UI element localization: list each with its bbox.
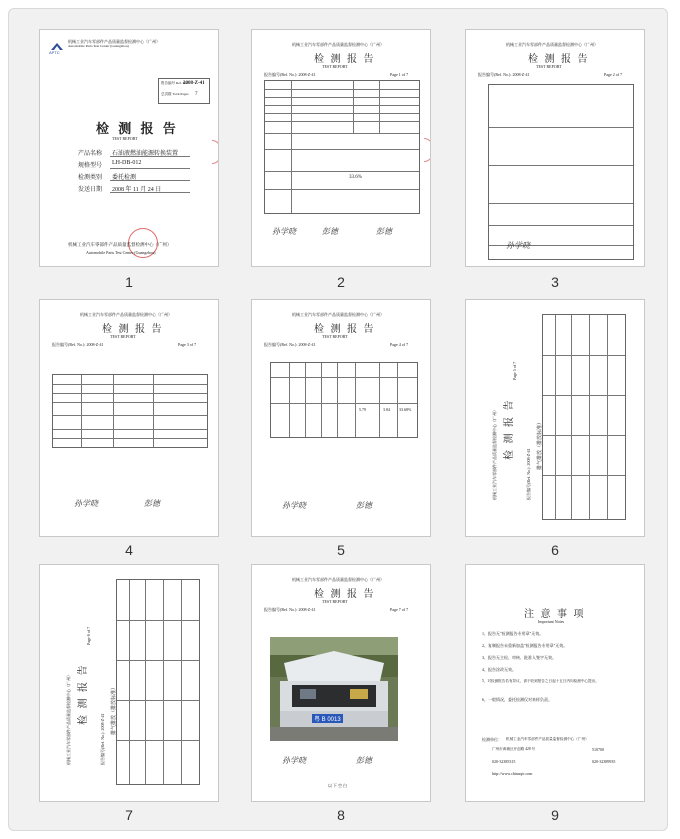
note-item: 5、对检测报告若有异议，请于收到报告之日起十五日内向检测中心提出。 <box>482 679 599 683</box>
page-thumbnail-1[interactable] <box>39 29 219 267</box>
page-number-2: 2 <box>337 274 345 290</box>
report-no-label: 报告编号 Ref. No. <box>161 81 188 85</box>
info-table <box>264 80 420 214</box>
page-indicator: Page 7 of 7 <box>390 607 409 612</box>
header-org-cn: 机械工业汽车零部件产品质量监督检测中心（广州） <box>292 577 384 582</box>
aptc-logo-icon <box>50 39 64 49</box>
field-key: 发送日期 <box>78 187 103 193</box>
signature-3: 彭德 <box>376 227 392 236</box>
report-ref: 报告编号(Ref. No.): 2008-Z-41 <box>264 342 316 347</box>
report-title: 检 测 报 告 <box>528 54 590 65</box>
logo-text: APTC <box>49 50 60 55</box>
result-table <box>270 362 418 438</box>
website-link[interactable]: http://www.chinaqtc.com <box>492 771 533 776</box>
field-value: 委托检测 <box>112 175 137 181</box>
field-key: 产品名称 <box>78 151 103 157</box>
rotated-table <box>542 314 626 520</box>
report-ref: 报告编号(Ref. No.): 2008-Z-41 <box>526 448 531 500</box>
footer-org-en: Automobile Parts Test Center (Guangzhou) <box>86 250 156 255</box>
field-value: 2008 年 11 月 24 日 <box>112 187 162 193</box>
postcode: 510700 <box>592 747 604 752</box>
result-value: 33.68% <box>399 407 412 412</box>
signature: 孙学晓 <box>282 501 306 510</box>
document-gallery <box>8 8 668 831</box>
page-number-4: 4 <box>125 542 133 558</box>
header-org-cn: 机械工业汽车零部件产品质量监督检测中心（广州） <box>292 42 384 47</box>
footer-org-cn: 机械工业汽车零部件产品质量监督检测中心（广州） <box>68 242 172 247</box>
page-thumbnail-6[interactable] <box>465 299 645 537</box>
note-item: 4、报告涂改无效。 <box>482 667 516 672</box>
page-indicator: Page 1 of 7 <box>390 72 409 77</box>
page-number-7: 7 <box>125 807 133 823</box>
page-indicator: Page 5 of 7 <box>512 361 517 380</box>
addr-label: 检测单位： <box>482 737 502 742</box>
report-ref: 报告编号(Ref. No.): 2008-Z-41 <box>264 72 316 77</box>
header-org-cn: 机械工业汽车零部件产品质量监督检测中心（广州） <box>80 312 172 317</box>
page-number-6: 6 <box>551 542 559 558</box>
report-title: 检 测 报 告 <box>78 663 89 725</box>
note-item: 6、一般情况，委托检测仅对来样负责。 <box>482 697 552 702</box>
page-thumbnail-3[interactable] <box>465 29 645 267</box>
report-subtitle: TEST REPORT <box>536 64 562 69</box>
addr-org: 机械工业汽车零部件产品质量监督检测中心（广州） <box>506 737 589 741</box>
page-indicator: Page 2 of 7 <box>604 72 623 77</box>
spec-table <box>52 374 208 448</box>
page-thumbnail-8[interactable] <box>251 564 431 802</box>
table-title: 排气排放（排放标准） <box>538 419 543 470</box>
header-org-en: Automobile Parts Test Center (Guangzhou) <box>68 44 129 48</box>
report-subtitle: TEST REPORT <box>322 599 348 604</box>
signature: 孙学晓 <box>74 499 98 508</box>
page-number-5: 5 <box>337 542 345 558</box>
report-ref: 报告编号(Ref. No.): 2008-Z-41 <box>264 607 316 612</box>
report-ref: 报告编号(Ref. No.): 2008-Z-41 <box>100 713 105 765</box>
report-title: 检 测 报 告 <box>96 121 179 136</box>
report-no: 2008-Z-41 <box>183 81 205 86</box>
note-item: 3、报告无主检、审核、批准人签字无效。 <box>482 655 556 660</box>
notes-title: 注 意 事 项 <box>524 609 586 620</box>
stamp-edge-icon <box>212 140 219 164</box>
page-indicator: Page 3 of 7 <box>178 342 197 347</box>
field-value: 石油液燃油能源转换装置 <box>112 151 179 157</box>
header-org-cn: 机械工业汽车零部件产品质量监督检测中心（广州） <box>506 42 598 47</box>
header-org-cn: 机械工业汽车零部件产品质量监督检测中心（广州） <box>492 408 497 500</box>
report-title: 检 测 报 告 <box>314 54 376 65</box>
report-title: 检 测 报 告 <box>102 324 164 335</box>
page-thumbnail-5[interactable] <box>251 299 431 537</box>
report-subtitle: TEST REPORT <box>110 334 136 339</box>
report-subtitle: TEST REPORT <box>322 64 348 69</box>
total-pages: 7 <box>195 92 198 97</box>
license-plate: 粤 B 0013 <box>312 714 343 723</box>
result-value: 5.79 <box>359 407 366 412</box>
report-info-box <box>158 78 210 104</box>
page-thumbnail-4[interactable] <box>39 299 219 537</box>
report-subtitle: TEST REPORT <box>112 136 138 141</box>
page-thumbnail-9[interactable] <box>465 564 645 802</box>
engine-photo <box>270 637 398 741</box>
field-key: 规格型号 <box>78 163 103 169</box>
notes-subtitle: Important Notes <box>538 619 565 624</box>
report-title: 检 测 报 告 <box>504 398 515 460</box>
report-title: 检 测 报 告 <box>314 324 376 335</box>
tel: 020-32385315 <box>492 759 516 764</box>
blank-caption: 以 下 空 白 <box>328 783 347 788</box>
header-org-cn: 机械工业汽车零部件产品质量监督检测中心（广州） <box>292 312 384 317</box>
page-thumbnail-7[interactable] <box>39 564 219 802</box>
note-item: 2、复制报告未重新加盖"检测报告专用章"无效。 <box>482 643 568 648</box>
result-value: 3.84 <box>383 407 390 412</box>
page-indicator: Page 4 of 7 <box>390 342 409 347</box>
signature-2: 彭德 <box>322 227 338 236</box>
report-ref: 报告编号(Ref. No.): 2008-Z-41 <box>52 342 104 347</box>
page-number-1: 1 <box>125 274 133 290</box>
signature: 孙学晓 <box>506 241 530 250</box>
signature-2: 彭德 <box>356 501 372 510</box>
header-org-cn: 机械工业汽车零部件产品质量监督检测中心（广州） <box>66 673 71 765</box>
table-title: 排气排放（排放标准） <box>112 684 117 735</box>
street: 广州市黄埔区开创路 428 号 <box>492 747 536 751</box>
note-item: 1、报告无"检测报告专用章"无效。 <box>482 631 544 636</box>
signature: 孙学晓 <box>272 227 296 236</box>
report-title: 检 测 报 告 <box>314 589 376 600</box>
field-value: LH-DB-012 <box>112 160 142 166</box>
page-indicator: Page 6 of 7 <box>86 626 91 645</box>
page-number-9: 9 <box>551 807 559 823</box>
signature: 孙学晓 <box>282 756 306 765</box>
stamp-edge-icon <box>424 138 431 162</box>
report-ref: 报告编号(Ref. No.): 2008-Z-41 <box>478 72 530 77</box>
page-number-8: 8 <box>337 807 345 823</box>
conclusion-value: 33.6% <box>349 175 362 180</box>
content-box <box>488 84 634 260</box>
header-org-cn: 机械工业汽车零部件产品质量监督检测中心（广州） <box>68 39 160 44</box>
field-key: 检测类别 <box>78 175 103 181</box>
rotated-table <box>116 579 200 785</box>
report-subtitle: TEST REPORT <box>322 334 348 339</box>
fax: 020-32389935 <box>592 759 616 764</box>
page-thumbnail-2[interactable] <box>251 29 431 267</box>
total-pages-label: 总页数 Total Pages <box>161 92 189 96</box>
signature-2: 彭德 <box>144 499 160 508</box>
signature-2: 彭德 <box>356 756 372 765</box>
page-number-3: 3 <box>551 274 559 290</box>
